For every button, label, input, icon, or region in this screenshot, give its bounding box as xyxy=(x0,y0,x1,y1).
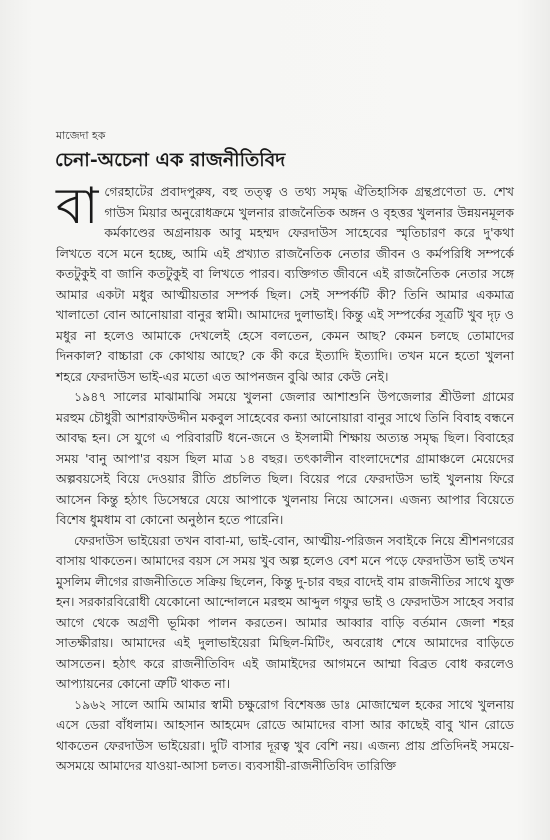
paragraph-2: ১৯৪৭ সালের মাঝামাঝি সময়ে খুলনা জেলার আশাশুনি উপজেলার শ্রীউলা গ্রামের মরহুম চৌধুরী আশরাফউদ্দীন মকবুল সাহেবের কন্যা আনোয়ারা বানুর সাথে তিনি বিবাহ বন্ধনে আবদ্ধ হন। সে যুগে এ পরিবারটি ধনে-জনে ও ইসলামী শিক্ষায় অত্যন্ত সমৃদ্ধ ছিল। বিবাহের সময় 'বানু আপা'র বয়স ছিল মাত্র ১৪ বছর। তৎকালীন বাংলাদেশের গ্রামাঞ্চলে মেয়েদের অল্পবয়সেই বিয়ে দেওয়ার রীতি প্রচলিত ছিল। বিয়ের পরে ফেরদাউস ভাই খুলনায় ফিরে আসেন কিন্তু হঠাৎ ডিসেম্বরে যেয়ে আপাকে খুলনায় নিয়ে আসেন। এজন্য আপার বিয়েতে বিশেষ ধুমধাম বা কোনো অনুষ্ঠান হতে পারেনি। xyxy=(56,389,514,527)
author-name: মাজেদা হক xyxy=(56,129,106,142)
article-body xyxy=(56,177,514,777)
paragraph-3: ফেরদাউস ভাইয়েরা তখন বাবা-মা, ভাই-বোন, আত্মীয়-পরিজন সবাইকে নিয়ে শ্রীশনগরের বাসায় থাকতেন। আমাদের বয়স সে সময় খুব অল্প হলেও বেশ মনে পড়ে ফেরদাউস ভাই তখন মুসলিম লীগের রাজনীতিতে সক্রিয় ছিলেন, কিন্তু দু-চার বছর বাদেই বাম রাজনীতির সাথে যুক্ত হন। সরকারবিরোধী যেকোনো আন্দোলনে মরহুম আব্দুল গফুর ভাই ও ফেরদাউস সাহেব সবার আগে থেকে অগ্রণী ভূমিকা পালন করতেন। আমার আব্বার বাড়ি বর্তমান জেলা শহর সাতক্ষীরায়। আমাদের এই দুলাভাইয়েরা মিছিল-মিটিং, অবরোধ শেষে আমাদের বাড়িতে আসতেন। হঠাৎ করে রাজনীতিবিদ এই জামাইদের আগমনে আম্মা বিব্রত বোধ করলেও আপ্যায়নের কোনো ত্রুটি থাকত না। xyxy=(56,532,514,691)
article-title: চেনা-অচেনা এক রাজনীতিবিদ xyxy=(55,149,286,171)
paragraph-1 xyxy=(56,177,514,387)
paragraph-text: গেরহাটের প্রবাদপুরুষ, বহু তত্ত্ব ও তথ্য সমৃদ্ধ ঐতিহাসিক গ্রন্থপ্রণেতা ড. শেখ গাউস মিয়ার অনুরোধক্রমে খুলনার রাজনৈতিক অঙ্গন ও বৃহত্তর খুলনার উন্নয়নমূলক কর্মকাণ্ডের অগ্রনায়ক আবু মহম্মদ ফেরদাউস সাহেবের স্মৃতিচারণ করে দু'কথা লিখতে বসে মনে হচ্ছে, আমি এই প্রখ্যাত রাজনৈতিক নেতার জীবন ও কর্মপরিধি সম্পর্কে কতটুকুই বা জানি কতটুকুই বা লিখতে পারব। ব্যক্তিগত জীবনে এই রাজনৈতিক নেতার সঙ্গে আমার একটা মধুর আত্মীয়তার সম্পর্ক ছিল। সেই সম্পর্কটি কী? তিনি আমার একমাত্র খালাতো বোন আনোয়ারা বানুর স্বামী। আমাদের দুলাভাই। কিন্তু এই সম্পর্কের সূত্রটি খুব দৃঢ় ও মধুর না হলেও আমাকে দেখলেই হেসে বলতেন, কেমন আছ? কেমন চলছে তোমাদের দিনকাল? বাচ্চারা কে কোথায় আছে? কে কী করে ইত্যাদি ইত্যাদি। তখন মনে হতো খুলনা শহরে ফেরদাউস ভাই-এর মতো এত আপনজন বুঝি আর কেউ নেই। xyxy=(56,184,514,384)
paragraph-4: ১৯৬২ সালে আমি আমার স্বামী চক্ষুরোগ বিশেষজ্ঞ ডাঃ মোজাম্মেল হকের সাথে খুলনায় এসে ডেরা বাঁধলাম। আহসান আহমেদ রোডে আমাদের বাসা আর কাছেই বাবু খান রোডে থাকতেন ফেরদাউস ভাইয়েরা। দুটি বাসার দূরত্ব খুব বেশি নয়। এজন্য প্রায় প্রতিদিনই সময়ে-অসময়ে আমাদের যাওয়া-আসা চলত। ব্যবসায়ী-রাজনীতিবিদ তারিক্তি xyxy=(56,696,514,773)
drop-cap: বা xyxy=(56,177,99,235)
